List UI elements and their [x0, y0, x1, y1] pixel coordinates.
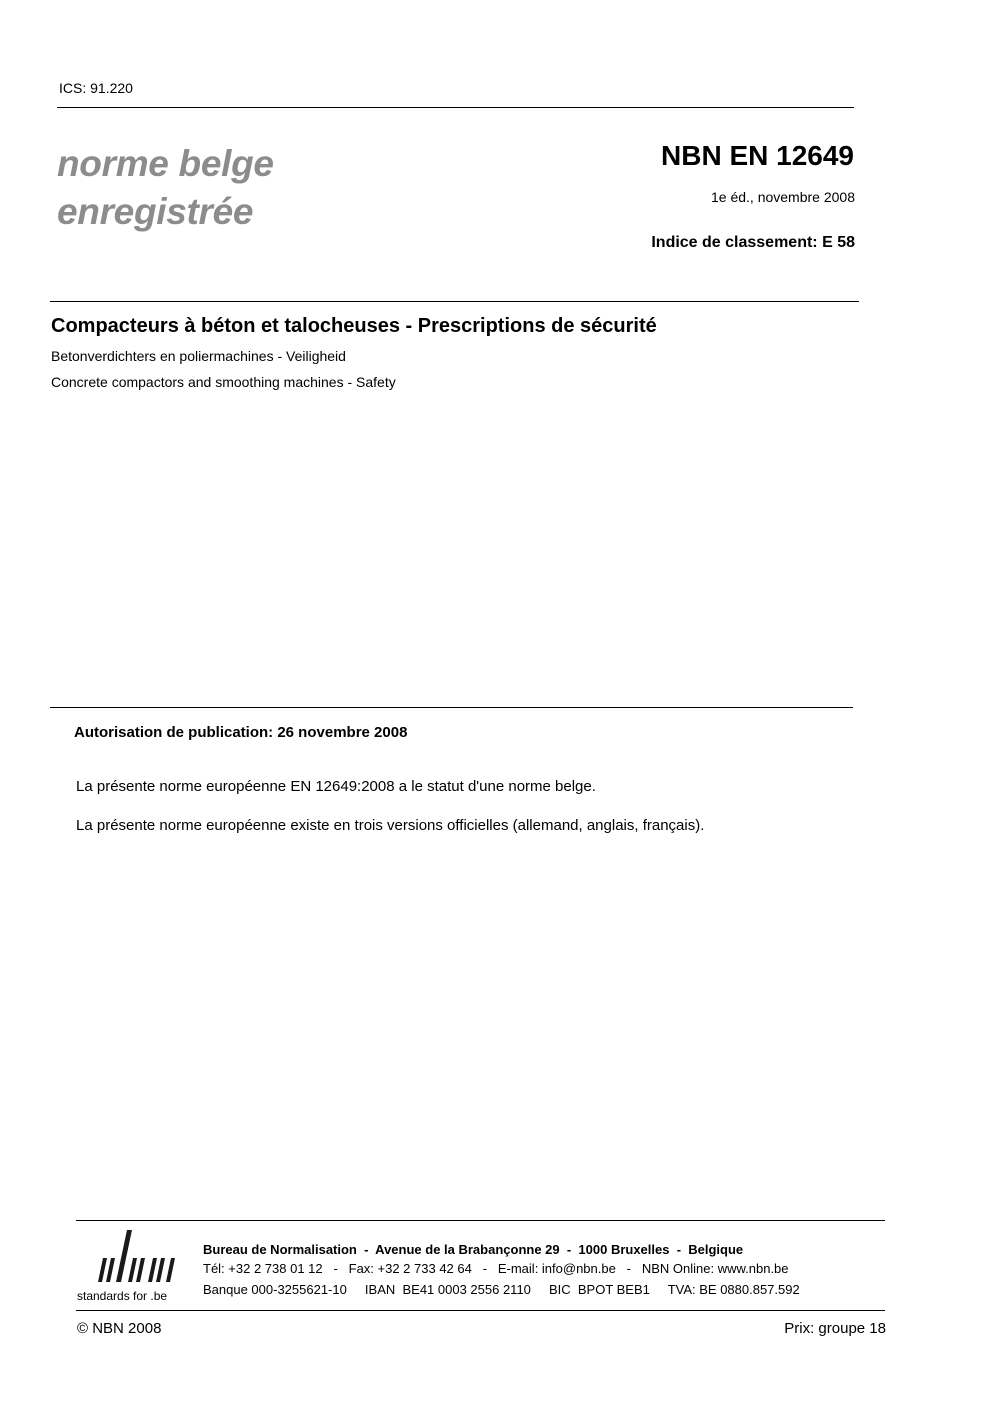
title-divider — [50, 301, 859, 302]
versions-paragraph: La présente norme européenne existe en trois versions officielles (allemand, anglais, français). — [76, 817, 705, 834]
nbn-logo-mark-icon — [76, 1228, 188, 1306]
standard-type-line2: enregistrée — [57, 191, 254, 232]
standard-type-line1: norme belge — [57, 143, 274, 184]
title-english: Concrete compactors and smoothing machines - Safety — [51, 374, 396, 390]
logo-tagline: standards for .be — [77, 1289, 168, 1303]
edition-info: 1e éd., novembre 2008 — [711, 189, 855, 205]
footer-contact: Tél: +32 2 738 01 12 - Fax: +32 2 733 42 64 - E-mail: info@nbn.be - NBN Online: www.nbn.be — [203, 1261, 789, 1276]
copyright: © NBN 2008 — [77, 1320, 162, 1337]
status-paragraph: La présente norme européenne EN 12649:2008 a le statut d'une norme belge. — [76, 778, 596, 795]
nbn-logo — [76, 1228, 188, 1306]
top-divider — [57, 107, 854, 108]
publication-authorisation: Autorisation de publication: 26 novembre 2008 — [74, 724, 408, 741]
footer-bottom-divider — [76, 1310, 885, 1311]
classification-index: Indice de classement: E 58 — [651, 234, 855, 251]
title-french: Compacteurs à béton et talocheuses - Prescriptions de sécurité — [51, 315, 657, 337]
standard-type-label — [57, 140, 274, 236]
footer-top-divider — [76, 1220, 885, 1221]
footer-bank-details: Banque 000-3255621-10 IBAN BE41 0003 2556 2110 BIC BPOT BEB1 TVA: BE 0880.857.592 — [203, 1282, 800, 1297]
title-dutch: Betonverdichters en poliermachines - Veiligheid — [51, 348, 346, 364]
body-divider — [50, 707, 853, 708]
ics-code: ICS: 91.220 — [59, 80, 133, 96]
footer-address: Bureau de Normalisation - Avenue de la Brabançonne 29 - 1000 Bruxelles - Belgique — [203, 1242, 744, 1257]
standard-number: NBN EN 12649 — [661, 140, 854, 171]
price-group: Prix: groupe 18 — [784, 1320, 886, 1337]
